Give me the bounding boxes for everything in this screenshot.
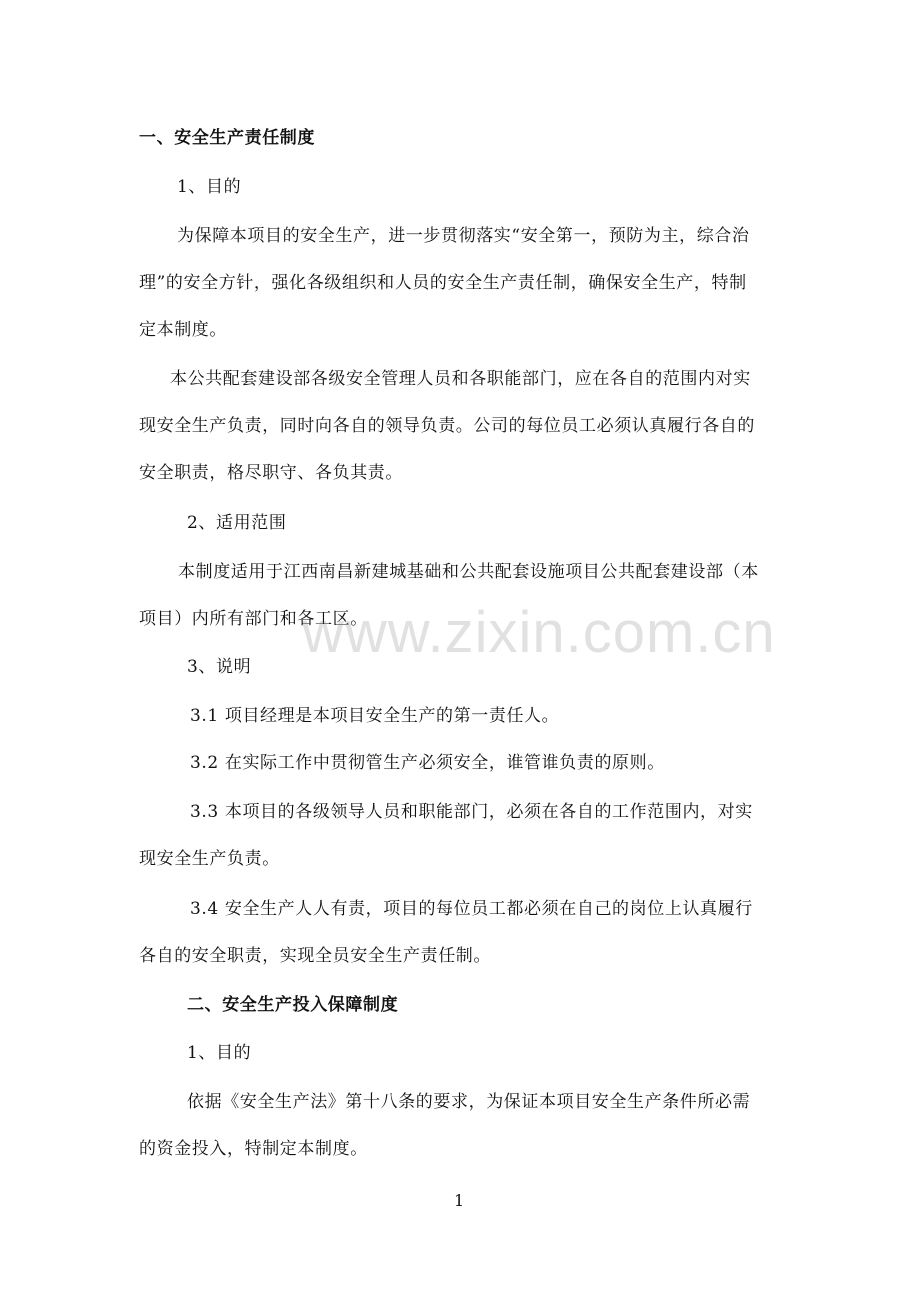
paragraph-line: 理”的安全方针，强化各级组织和人员的安全生产责任制，确保安全生产，特制 [139, 273, 747, 293]
paragraph-line: 定本制度。 [139, 320, 227, 340]
section-1-subheading-scope: 2、适用范围 [187, 513, 287, 533]
section-2-title: 二、安全生产投入保障制度 [187, 995, 399, 1015]
paragraph-line: 本制度适用于江西南昌新建城基础和公共配套设施项目公共配套建设部（本 [178, 562, 759, 582]
paragraph-line: 现安全生产负责，同时向各自的领导负责。公司的每位员工必须认真履行各自的 [139, 416, 755, 436]
list-item: 3.2 在实际工作中贯彻管生产必须安全，谁管谁负责的原则。 [190, 753, 665, 773]
section-2-subheading-purpose: 1、目的 [187, 1043, 252, 1063]
list-item: 3.1 项目经理是本项目安全生产的第一责任人。 [190, 706, 560, 726]
paragraph-line: 依据《安全生产法》第十八条的要求，为保证本项目安全生产条件所必需 [187, 1092, 751, 1112]
list-item: 3.3 本项目的各级领导人员和职能部门，必须在各自的工作范围内，对实 [190, 802, 753, 822]
section-1-subheading-purpose: 1、目的 [177, 177, 242, 197]
paragraph-line: 安全职责，格尽职守、各负其责。 [139, 463, 403, 483]
watermark: www.zixin.com.cn [302, 600, 776, 665]
page-number: 1 [454, 1191, 465, 1210]
paragraph-line: 的资金投入，特制定本制度。 [139, 1139, 368, 1159]
list-item-continuation: 各自的安全职责，实现全员安全生产责任制。 [139, 946, 491, 966]
list-item-continuation: 现安全生产负责。 [139, 849, 280, 869]
section-1-title: 一、安全生产责任制度 [139, 128, 315, 148]
paragraph-line: 项目）内所有部门和各工区。 [139, 609, 368, 629]
paragraph-line: 本公共配套建设部各级安全管理人员和各职能部门，应在各自的范围内对实 [170, 369, 751, 389]
section-1-subheading-notes: 3、说明 [187, 657, 252, 677]
list-item: 3.4 安全生产人人有责，项目的每位员工都必须在自己的岗位上认真履行 [190, 899, 753, 919]
paragraph-line: 为保障本项目的安全生产，进一步贯彻落实“安全第一，预防为主，综合治 [177, 226, 750, 246]
